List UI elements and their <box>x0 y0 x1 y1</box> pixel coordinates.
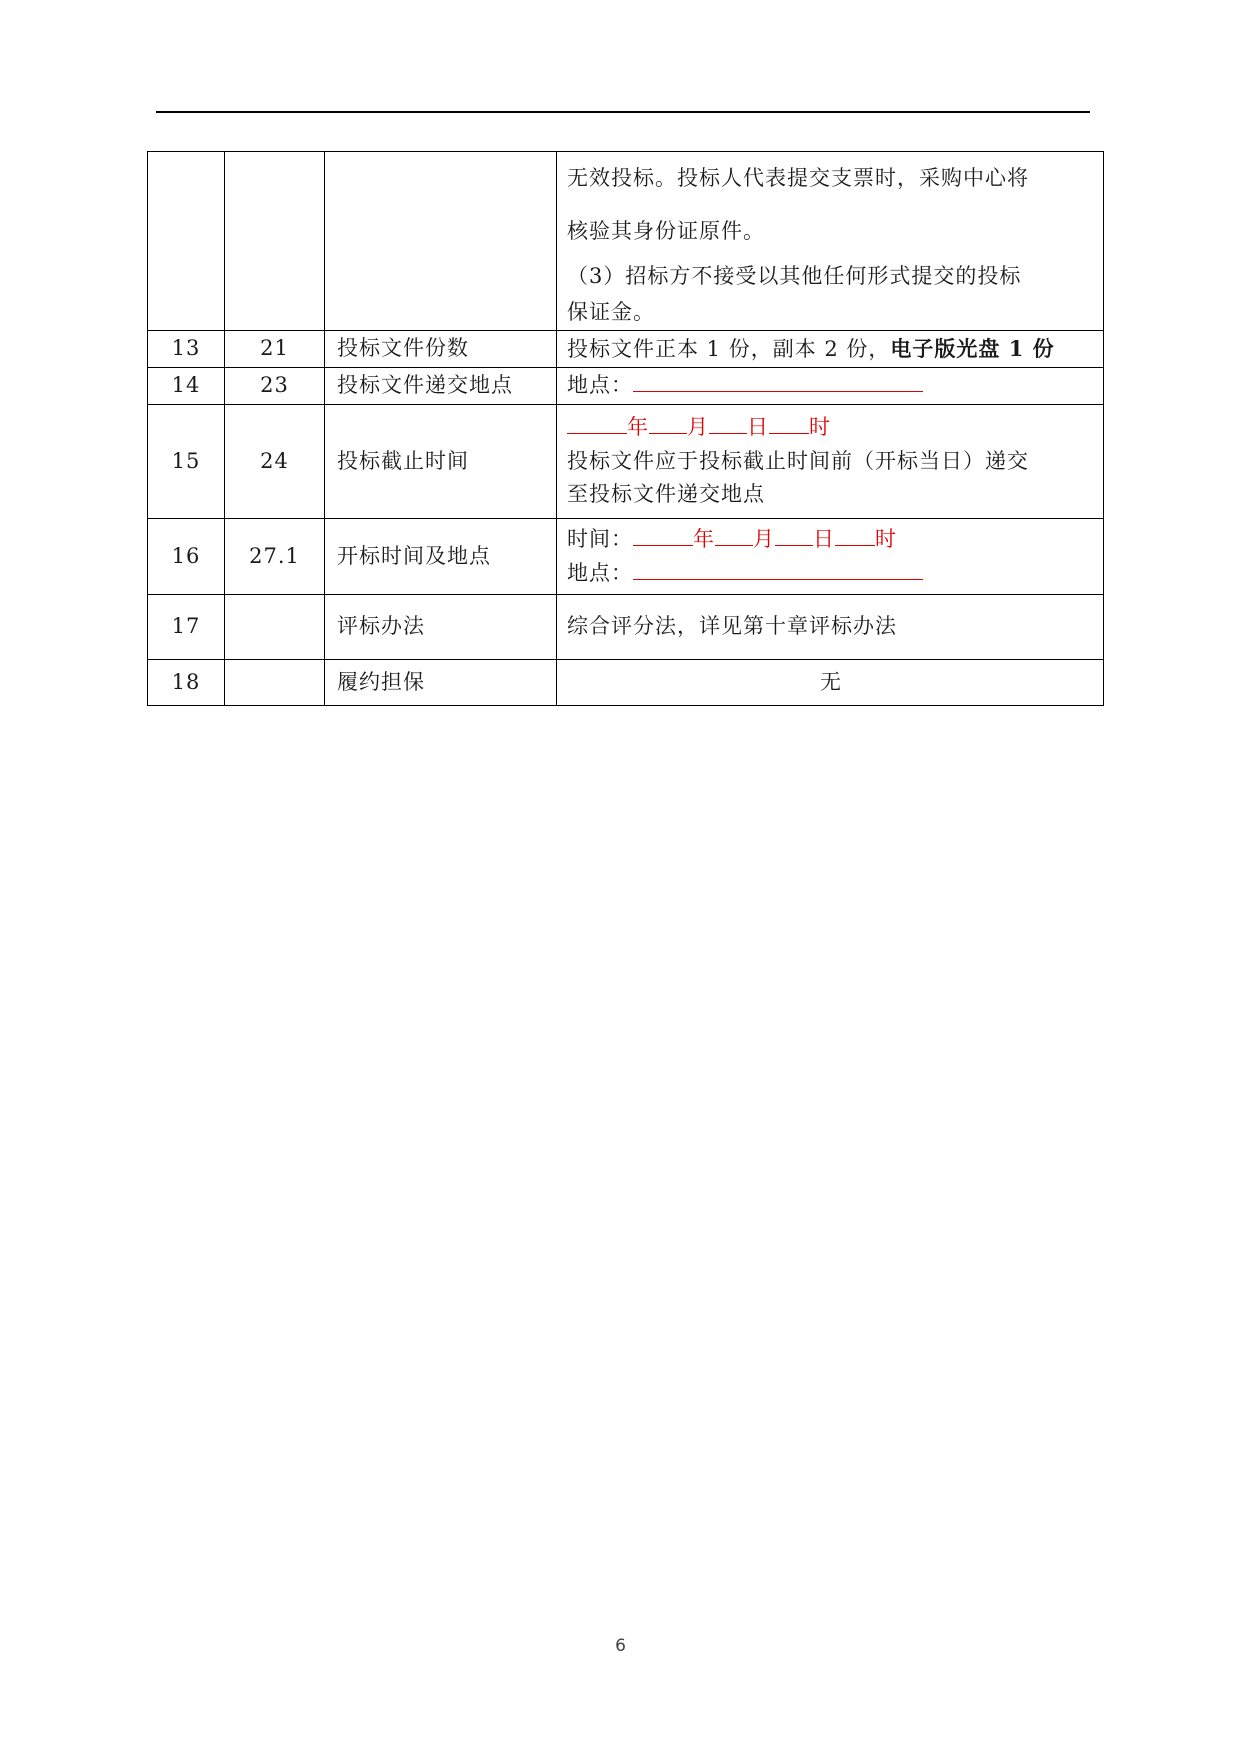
row-no-cell: 16 <box>148 519 225 595</box>
header-rule <box>156 111 1090 113</box>
row-item-cell <box>325 152 557 331</box>
deadline-date-line <box>567 411 1095 445</box>
table-row <box>148 660 1104 706</box>
row-detail-cell <box>557 152 1104 331</box>
table-row <box>148 519 1104 595</box>
row-clause-cell: 24 <box>225 405 325 519</box>
day-label: 日 <box>747 415 769 440</box>
row-clause-cell: 27.1 <box>225 519 325 595</box>
detail-line: （3）招标方不接受以其他任何形式提交的投标 <box>567 264 1022 288</box>
row-no-cell: 14 <box>148 368 225 405</box>
row-detail-cell <box>557 368 1104 405</box>
row-item-cell: 开标时间及地点 <box>325 519 557 595</box>
time-label: 时间： <box>567 526 633 551</box>
place-label: 地点： <box>567 560 633 585</box>
row-no-cell <box>148 152 225 331</box>
row-detail-cell: 无 <box>557 660 1104 706</box>
month-label: 月 <box>753 526 775 551</box>
opening-time-line <box>567 523 1095 557</box>
detail-line: 投标文件应于投标截止时间前（开标当日）递交 <box>567 448 1029 473</box>
row-item-cell: 评标办法 <box>325 595 557 660</box>
hour-label: 时 <box>875 526 897 551</box>
table-row <box>148 152 1104 331</box>
place-blank[interactable] <box>633 369 923 392</box>
row-clause-cell: 21 <box>225 331 325 368</box>
row-item-cell: 投标截止时间 <box>325 405 557 519</box>
row-item-cell: 投标文件递交地点 <box>325 368 557 405</box>
place-label: 地点： <box>567 373 633 398</box>
opening-place-line <box>567 557 1095 591</box>
year-label: 年 <box>693 526 715 551</box>
month-blank[interactable] <box>715 523 753 546</box>
row-detail-cell <box>557 331 1104 368</box>
row-item-cell: 投标文件份数 <box>325 331 557 368</box>
row-detail-cell: 综合评分法，详见第十章评标办法 <box>557 595 1104 660</box>
detail-line: 核验其身份证原件。 <box>567 219 765 243</box>
year-blank[interactable] <box>633 523 693 546</box>
detail-line: 保证金。 <box>567 300 655 324</box>
day-blank[interactable] <box>775 523 813 546</box>
day-blank[interactable] <box>709 411 747 434</box>
month-label: 月 <box>687 415 709 440</box>
row-clause-cell: 23 <box>225 368 325 405</box>
hour-blank[interactable] <box>769 411 809 434</box>
row-item-cell: 履约担保 <box>325 660 557 706</box>
table-row <box>148 368 1104 405</box>
page-number: 6 <box>615 1636 626 1656</box>
row-clause-cell <box>225 152 325 331</box>
row-no-cell: 15 <box>148 405 225 519</box>
day-label: 日 <box>813 526 835 551</box>
row-clause-cell <box>225 660 325 706</box>
row-no-cell: 13 <box>148 331 225 368</box>
detail-line: 至投标文件递交地点 <box>567 482 765 507</box>
copies-text: 投标文件正本 1 份，副本 2 份， <box>567 336 891 361</box>
bid-data-table <box>147 151 1104 706</box>
row-detail-cell <box>557 405 1104 519</box>
detail-line: 无效投标。投标人代表提交支票时，采购中心将 <box>567 166 1029 190</box>
hour-blank[interactable] <box>835 523 875 546</box>
hour-label: 时 <box>809 415 831 440</box>
table-row <box>148 405 1104 519</box>
year-label: 年 <box>627 415 649 440</box>
row-no-cell: 18 <box>148 660 225 706</box>
row-detail-cell <box>557 519 1104 595</box>
month-blank[interactable] <box>649 411 687 434</box>
table-row <box>148 331 1104 368</box>
year-blank[interactable] <box>567 411 627 434</box>
place-blank[interactable] <box>633 557 923 580</box>
electronic-copy-text: 电子版光盘 1 份 <box>890 335 1055 361</box>
row-no-cell: 17 <box>148 595 225 660</box>
row-clause-cell <box>225 595 325 660</box>
table-row <box>148 595 1104 660</box>
